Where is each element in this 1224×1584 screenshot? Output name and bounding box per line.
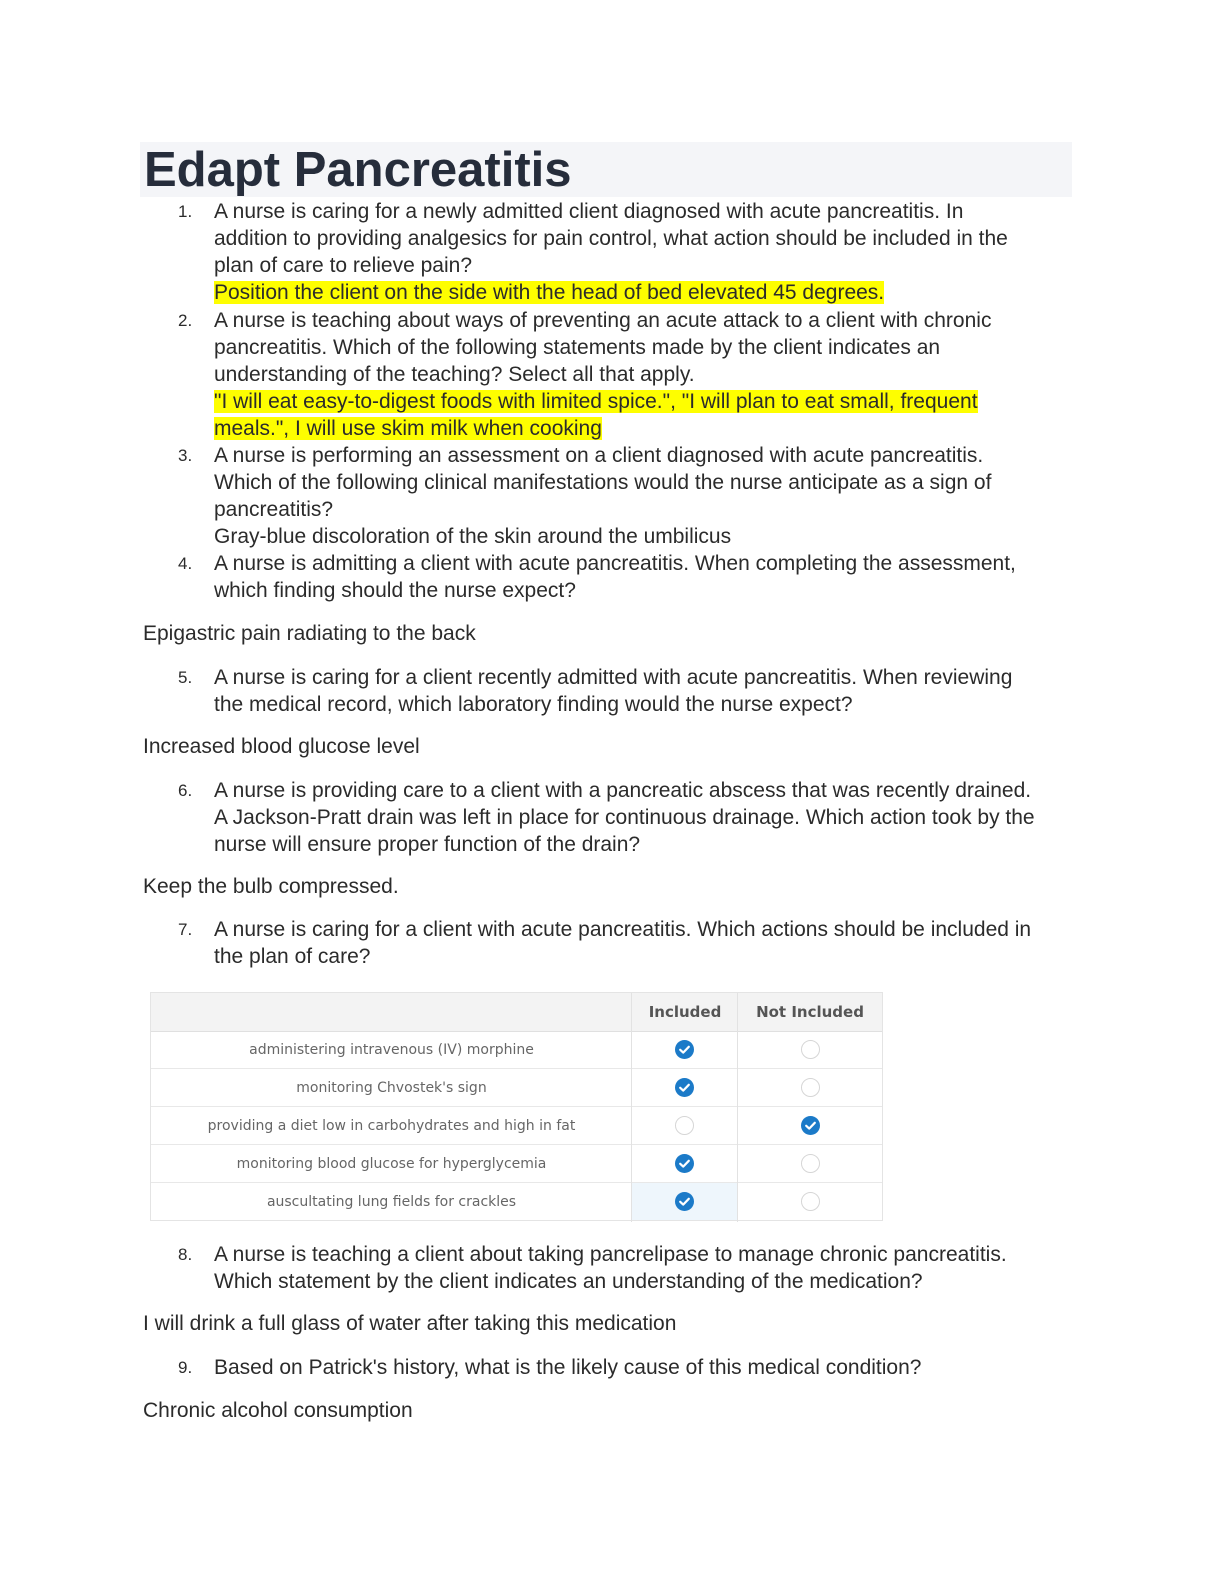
not-included-cell (738, 1031, 882, 1068)
table-row-label: monitoring Chvostek's sign (296, 1080, 487, 1096)
question-7 (178, 916, 1074, 970)
question-4 (178, 550, 1074, 604)
question-text-line: A nurse is caring for a client with acute pancreatitis. Which actions should be included in (214, 918, 1032, 941)
question-text-line: plan of care to relieve pain? (214, 254, 472, 277)
question-text-line: A nurse is providing care to a client with a pancreatic abscess that was recently drained. (214, 779, 1032, 802)
page-title: Edapt Pancreatitis (140, 142, 1072, 197)
column-divider (631, 993, 632, 1222)
answer-text: I will drink a full glass of water after taking this medication (143, 1312, 677, 1335)
question-text-line: Which statement by the client indicates an understanding of the medication? (214, 1270, 923, 1293)
not-included-radio-empty-icon[interactable] (801, 1040, 820, 1059)
question-text-line: Which of the following clinical manifestations would the nurse anticipate as a sign of (214, 471, 992, 494)
table-row (151, 1183, 882, 1221)
not-included-radio-empty-icon[interactable] (801, 1192, 820, 1211)
question-2 (178, 307, 1074, 442)
question-text-line: nurse will ensure proper function of the drain? (214, 833, 641, 856)
question-number: 4. (178, 554, 193, 573)
question-number: 3. (178, 446, 193, 465)
question-number: 9. (178, 1358, 193, 1377)
question-number: 6. (178, 781, 193, 800)
not-included-cell (738, 1183, 882, 1220)
not-included-radio-empty-icon[interactable] (801, 1078, 820, 1097)
answer-text: Epigastric pain radiating to the back (143, 622, 476, 645)
question-9 (178, 1354, 1074, 1381)
question-text-line: addition to providing analgesics for pain control, what action should be included in the (214, 227, 1008, 250)
question-8 (178, 1241, 1074, 1295)
included-radio-checked-icon[interactable] (675, 1040, 694, 1059)
answer-text: Increased blood glucose level (143, 735, 420, 758)
included-radio-checked-icon[interactable] (675, 1078, 694, 1097)
question-text-line: A nurse is caring for a newly admitted client diagnosed with acute pancreatitis. In (214, 200, 964, 223)
question-6 (178, 777, 1074, 858)
column-header-included: Included (648, 1003, 722, 1021)
included-radio-checked-icon[interactable] (675, 1154, 694, 1173)
included-cell (632, 1031, 737, 1068)
question-number: 2. (178, 311, 193, 330)
question-text-line: A nurse is caring for a client recently admitted with acute pancreatitis. When reviewing (214, 666, 1013, 689)
answer-text: Gray-blue discoloration of the skin around the umbilicus (214, 525, 732, 548)
highlighted-answer: meals.", I will use skim milk when cooking (214, 417, 602, 440)
table-row-label: providing a diet low in carbohydrates and high in fat (207, 1118, 576, 1134)
question-text-line: A nurse is performing an assessment on a client diagnosed with acute pancreatitis. (214, 444, 984, 467)
question-text-line: pancreatitis. Which of the following statements made by the client indicates an (214, 336, 941, 359)
question-text-line: which finding should the nurse expect? (214, 579, 576, 602)
included-cell (632, 1145, 737, 1182)
question-5 (178, 664, 1074, 718)
included-radio-empty-icon[interactable] (675, 1116, 694, 1135)
question-1 (178, 198, 1074, 306)
question-number: 7. (178, 920, 193, 939)
question-3 (178, 442, 1074, 550)
table-row-label: auscultating lung fields for crackles (266, 1194, 517, 1210)
question-number: 1. (178, 202, 193, 221)
included-cell (632, 1183, 737, 1220)
question-text-line: the medical record, which laboratory finding would the nurse expect? (214, 693, 853, 716)
question-text-line: A Jackson-Pratt drain was left in place for continuous drainage. Which action took by the (214, 806, 1035, 829)
answer-text: Chronic alcohol consumption (143, 1399, 413, 1422)
question-text-line: A nurse is teaching about ways of preventing an acute attack to a client with chronic (214, 309, 992, 332)
highlighted-answer: "I will eat easy-to-digest foods with limited spice.", "I will plan to eat small, frequent (214, 390, 978, 413)
question-number: 5. (178, 668, 193, 687)
included-radio-checked-icon[interactable] (675, 1192, 694, 1211)
not-included-radio-checked-icon[interactable] (801, 1116, 820, 1135)
answer-text: Keep the bulb compressed. (143, 875, 399, 898)
question-text-line: Based on Patrick's history, what is the likely cause of this medical condition? (214, 1356, 922, 1379)
table-row (151, 1031, 882, 1069)
table-row-label: monitoring blood glucose for hyperglycemia (236, 1156, 547, 1172)
not-included-cell (738, 1145, 882, 1182)
column-divider (737, 993, 738, 1222)
table-row (151, 1069, 882, 1107)
table-row (151, 1107, 882, 1145)
not-included-cell (738, 1107, 882, 1144)
included-cell (632, 1107, 737, 1144)
question-text-line: pancreatitis? (214, 498, 334, 521)
question-number: 8. (178, 1245, 193, 1264)
answer-table (150, 992, 883, 1221)
not-included-cell (738, 1069, 882, 1106)
table-row (151, 1145, 882, 1183)
question-text-line: understanding of the teaching? Select all that apply. (214, 363, 695, 386)
question-text-line: A nurse is admitting a client with acute pancreatitis. When completing the assessment, (214, 552, 1016, 575)
highlighted-answer: Position the client on the side with the head of bed elevated 45 degrees. (214, 281, 885, 304)
question-text-line: the plan of care? (214, 945, 371, 968)
included-cell (632, 1069, 737, 1106)
column-header-not-included: Not Included (756, 1003, 864, 1021)
table-header (151, 993, 882, 1032)
question-text-line: A nurse is teaching a client about taking pancrelipase to manage chronic pancreatitis. (214, 1243, 1007, 1266)
table-row-label: administering intravenous (IV) morphine (249, 1042, 534, 1058)
not-included-radio-empty-icon[interactable] (801, 1154, 820, 1173)
